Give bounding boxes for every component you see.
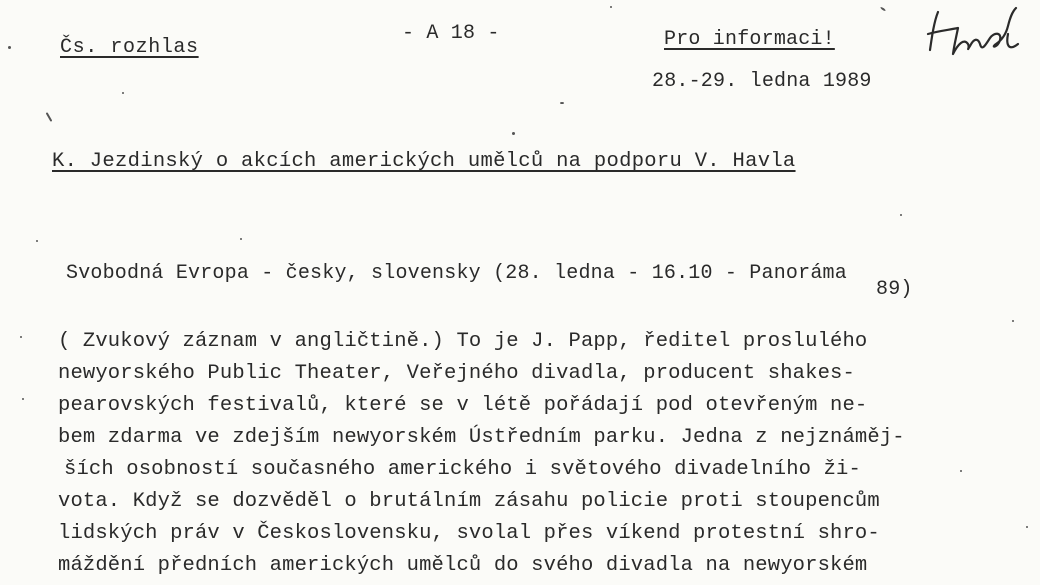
scan-speck <box>512 132 515 135</box>
classification-label: Pro informaci! <box>664 28 835 51</box>
scan-speck <box>240 238 242 240</box>
body-text-line: bem zdarma ve zdejším newyorském Ústředním parku. Jedna z nejznáměj- <box>58 426 905 449</box>
scan-speck <box>610 6 612 8</box>
scan-speck <box>122 92 124 94</box>
document-date: 28.-29. ledna 1989 <box>652 70 872 93</box>
body-text-line: pearovských festivalů, které se v létě pořádají pod otevřeným ne- <box>58 394 868 417</box>
scan-speck <box>20 336 22 338</box>
scan-speck <box>880 6 886 11</box>
broadcast-year: 89) <box>876 278 913 301</box>
body-text-line: newyorského Public Theater, Veřejného divadla, producent shakes- <box>58 362 855 385</box>
document-title: K. Jezdinský o akcích amerických umělců na podporu V. Havla <box>52 150 796 173</box>
scan-speck <box>560 102 564 104</box>
page-marker: - A 18 - <box>402 22 500 45</box>
scan-speck <box>36 240 38 242</box>
scan-speck <box>900 214 902 216</box>
body-text-line: ších osobností současného amerického i světového divadelního ži- <box>64 458 861 481</box>
scan-speck <box>8 46 11 49</box>
source-label: Čs. rozhlas <box>60 36 199 59</box>
broadcast-info: Svobodná Evropa - česky, slovensky (28. ledna - 16.10 - Panoráma <box>66 262 847 285</box>
scan-speck <box>22 398 24 400</box>
scan-speck <box>1012 320 1014 322</box>
body-text-line: ( Zvukový záznam v angličtině.) To je J. Papp, ředitel proslulého <box>58 330 868 353</box>
scan-speck <box>960 470 962 472</box>
body-text-line: máždění předních amerických umělců do svého divadla na newyorském <box>58 554 868 577</box>
scan-speck <box>1026 526 1028 528</box>
body-text-line: vota. Když se dozvěděl o brutálním zásahu policie proti stoupencům <box>58 490 880 513</box>
scan-speck <box>46 112 53 122</box>
body-text-line: lidských práv v Československu, svolal přes víkend protestní shro- <box>58 522 880 545</box>
handwritten-signature <box>918 4 1030 66</box>
